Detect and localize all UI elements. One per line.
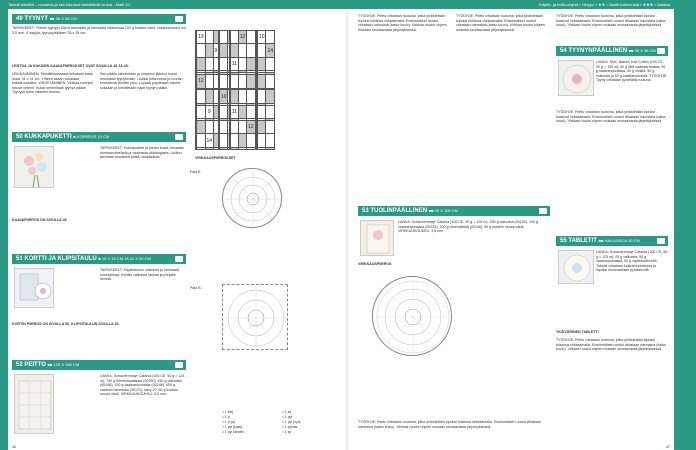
- pattern-note-49: LENTOA JA KUKKIEN KAAVAPIIRROKSET OVAT SIVUILLA 48 JA 49.: [12, 64, 129, 68]
- grid-cell: [197, 121, 205, 134]
- blanket-image: [14, 374, 54, 434]
- grid-cell: [266, 75, 275, 88]
- camera-icon: [175, 362, 183, 368]
- section-49-body: TARVIKKEET: Yhteen tyynyyn 65cm harmaata ja harmaata villalankaa 100 g kutakin väriä, virkkuukoukku nro 3,5 mm, 4 nappia, tyynynpäällinen 35 x 35 cm.: [12, 26, 186, 35]
- section-55-instructions: TYÖOHJE: Peitto virkataan ruutuina, jotka yhdistetään lopuksi toisiinsa virkkaamalla. Ensimmäiset ruudut virkataan harmaina (katso kuvio). Virkkaa ruudut ohjeen mukaan seuraavassa järjestyksessä.: [556, 338, 667, 352]
- legend-item: = 1 pyl (kaks): [222, 425, 243, 429]
- grid-cell: [258, 147, 266, 149]
- grid-cell: [247, 75, 255, 88]
- grid-cell: [197, 57, 205, 70]
- grid-cell: [230, 75, 238, 88]
- grid-cell: 12: [238, 31, 246, 44]
- grid-row: [196, 134, 275, 147]
- section-51-header: [12, 254, 186, 264]
- left-side-tab: [0, 9, 8, 450]
- page-gutter: [346, 9, 350, 450]
- right-side-tab: [674, 9, 696, 450]
- grid-cell: [266, 147, 275, 149]
- grid-cell: [266, 57, 275, 70]
- camera-icon: [539, 208, 547, 214]
- grid-row: [196, 147, 275, 149]
- virkkauspiirros-label: VIRKKAUSPIIRROS: [358, 262, 392, 266]
- legend-item: = 1 ks: [282, 410, 292, 414]
- section-53-number: 53: [362, 208, 369, 214]
- grid-row: [196, 75, 275, 88]
- right-col-2-instructions: TYÖOHJE: Peitto virkataan ruutuina, jotka yhdistetään lopuksi toisiinsa virkkaamalla. Ensimmäiset ruudut virkataan harmaina (katso kuvio). Virkkaa ruudut ohjeen mukaan seuraavassa järjestyksessä.: [456, 14, 545, 32]
- top-bar: [0, 0, 696, 9]
- section-51-number: 51: [16, 256, 23, 262]
- grid-row: [196, 44, 275, 57]
- grid-cell: [205, 90, 213, 103]
- section-55-pattern-title: YKSIVÄRINEN TABLETTI: [556, 330, 599, 334]
- grid-cell: [258, 75, 266, 88]
- section-53-title: TUOLINPÄÄLLINEN: [370, 208, 428, 214]
- grid-cell: 9: [205, 105, 213, 118]
- section-49-header: [12, 14, 186, 24]
- camera-icon: [657, 238, 665, 244]
- grid-cell: [238, 75, 246, 88]
- grid-cell: [205, 147, 213, 149]
- grid-cell: [258, 57, 266, 70]
- grid-cell: [238, 134, 246, 147]
- grid-cell: [258, 134, 266, 147]
- section-51-size: ■ 15 X 15 CM JA 21 X 30 CM: [98, 256, 151, 261]
- grid-cell: [220, 75, 228, 88]
- grid-cell: [205, 31, 213, 44]
- section-52-size: ■■ 125 X 165 CM: [47, 362, 80, 367]
- camera-icon: [175, 256, 183, 262]
- legend-item: = 1 pyl: [282, 415, 293, 419]
- section-50-title: KUKKAPUKETTI: [24, 134, 72, 140]
- legend-item: = 1 p pyl: [222, 420, 235, 424]
- section-53-header: [358, 206, 550, 216]
- legend-item: = 1 pyl kahden: [222, 430, 245, 434]
- grid-cell: [238, 121, 246, 134]
- grid-cell: [238, 90, 246, 103]
- grid-cell: [238, 57, 246, 70]
- section-55-body: LANKA: Schachenmayr Catania (100 CE, 50 g = 125 m): 25 g valkoista, 50 g vaaleanpunaista, 50 g vaaleanvihreää. Tabletit virkataan kukkaruudukkona ja lopuksi reunustetaan pylväsrivillä.: [596, 250, 668, 273]
- section-50-size: ■ KORKEUS 24 CM: [73, 134, 110, 139]
- legend-item: = 1 p: [222, 415, 230, 419]
- crochet-chart-circle-a: [222, 168, 282, 228]
- section-54-instructions: TYÖOHJE: Peitto virkataan ruutuina, jotka yhdistetään lopuksi toisiinsa virkkaamalla. Ensimmäiset ruudut virkataan harmaina (katso kuvio). Virkkaa ruudut ohjeen mukaan seuraavassa järjestyksessä.: [556, 110, 667, 124]
- grid-cell: 12: [247, 121, 255, 134]
- card-clipboard-image: [14, 268, 54, 308]
- grid-cell: [197, 105, 205, 118]
- grid-cell: [197, 134, 205, 147]
- section-55-size: ■■ HALKAISIJA 35 CM: [598, 238, 640, 243]
- virkkauspiirrokset-label: VIRKKAUSPIIRROKSET: [195, 156, 236, 160]
- grid-cell: [247, 147, 255, 149]
- grid-cell: [220, 147, 228, 149]
- grid-cell: [197, 90, 205, 103]
- grid-cell: [238, 44, 246, 57]
- section-54-size: ■■ 38 X 38 CM: [628, 48, 656, 53]
- section-52-header: [12, 360, 186, 370]
- grid-cell: [238, 147, 246, 149]
- grid-cell: 11: [230, 57, 238, 70]
- section-50-note: KAAVAPIIRROS ON SIVULLA 46: [12, 218, 67, 222]
- grid-row: [196, 105, 275, 118]
- grid-cell: [220, 57, 228, 70]
- cushion-image: [558, 60, 594, 96]
- grid-cell: [205, 57, 213, 70]
- grid-cell: [238, 105, 246, 118]
- grid-row: [196, 31, 275, 44]
- right-col-3-instructions: TYÖOHJE: Peitto virkataan ruutuina, jotka yhdistetään lopuksi toisiinsa virkkaamalla. Ensimmäiset ruudut virkataan harmaina (katso kuvio). Virkkaa ruudut ohjeen mukaan seuraavassa järjestyksessä.: [556, 14, 667, 28]
- section-49-title: TYYNYT: [24, 16, 49, 22]
- grid-cell: [258, 90, 266, 103]
- grid-cell: [247, 134, 255, 147]
- legend-item: = 1 sp: [282, 430, 292, 434]
- crochet-chart-circle-53: [372, 276, 452, 356]
- stitch-legend: [222, 410, 342, 440]
- placemat-image: [558, 250, 594, 284]
- grid-cell: [266, 31, 275, 44]
- grid-cell: [230, 121, 238, 134]
- grid-cell: [247, 90, 255, 103]
- section-51-note: KORTIN PIIRROS ON SIVULLA 56, KLIPSITAULUN SIVULLA 53.: [12, 322, 120, 326]
- section-49-left-body: LEIKKAAMINEN: Tekstiilikankaasta leikataan kaksi osaa, 41 x 41 cm. Yhteen osaan virkataan kukkaruudukko. YHDISTÄMINEN: Virkkaa ruutujen reunat yhteen. Kukat ommellaan tyynyn päälle. Tyynyyn tulee villainen reunus.: [12, 72, 94, 95]
- grid-cell: [220, 31, 228, 44]
- right-page-number: 47: [666, 445, 670, 449]
- grid-table: [195, 30, 275, 150]
- grid-cell: [230, 134, 238, 147]
- grid-cell: [247, 57, 255, 70]
- grid-cell: [205, 44, 213, 57]
- section-51-body: TARVIKKEET: Klipsitauluun valkoista ja harmaata kuviolankaa. Korttiin valkoista lankaa ja pohjalle helmiä.: [100, 268, 179, 282]
- section-52-title: PEITTO: [24, 362, 46, 368]
- grid-cell: [197, 147, 205, 149]
- grid-cell: [247, 31, 255, 44]
- grid-cell: 12: [197, 75, 205, 88]
- grid-cell: [220, 134, 228, 147]
- grid-cell: [230, 44, 238, 57]
- blanket-grid-diagram: [195, 30, 275, 150]
- section-50-number: 50: [16, 134, 23, 140]
- section-49-right-body: Sen päälle kiinnitetään ja ompelun jälkeen kukat neulotaan tyynyliinalle. Lisäksi pitsireunus ja reunan koristeena virkattu piko. Lopuksi pujotetaan nauha kukkaan ja kiinnitetään napit tyynyn päälle.: [100, 72, 183, 90]
- grid-cell: [230, 147, 238, 149]
- grid-cell: [230, 90, 238, 103]
- top-bar-right-text: Käyttö- ja hoito-ohjeet • Helppo • ★★ • Vaatii kokemusta • ★★★ • Vaativa: [539, 2, 670, 7]
- section-49-size: ■■ 38 X 38 CM: [49, 16, 77, 21]
- grid-cell: [205, 75, 213, 88]
- grid-cell: [247, 44, 255, 57]
- grid-cell: [205, 121, 213, 134]
- grid-cell: [220, 44, 228, 57]
- grid-cell: [258, 44, 266, 57]
- section-54-number: 54: [560, 48, 567, 54]
- legend-item: = 1 pylväs: [282, 425, 298, 429]
- legend-item: = 1 pyl (nyk): [282, 420, 301, 424]
- top-bar-left-text: Taidolt tekstiilit – nouseva ja sen lukuisat viehättävät lankat - Malli 1/2: [8, 2, 131, 7]
- section-55-title: TABLETIT: [568, 238, 597, 244]
- grid-cell: [266, 134, 275, 147]
- section-49-number: 49: [16, 16, 23, 22]
- grid-cell: [258, 121, 266, 134]
- grid-cell: [266, 105, 275, 118]
- grid-cell: 10: [220, 90, 228, 103]
- grid-row: [196, 121, 275, 134]
- section-50-body: TARVIKKEET: Kukkapuketti ja pienet kukat virkataan tummanvihreästä ja vaaleasta villalangasta. Lisäksi tarvitaan muutama pätkä rautalankaa.: [100, 146, 184, 160]
- chair-cover-image: [360, 220, 394, 256]
- grid-cell: [258, 105, 266, 118]
- section-55-header: [556, 236, 668, 246]
- grid-cell: [220, 105, 228, 118]
- left-page-number: 46: [12, 445, 16, 449]
- right-col-1-instructions: TYÖOHJE: Peitto virkataan ruutuina, jotka yhdistetään lopuksi toisiinsa virkkaamalla. Ensimmäiset ruudut virkataan harmaina (katso kuvio). Virkkaa ruudut ohjeen mukaan seuraavassa järjestyksessä.: [358, 14, 447, 32]
- grid-cell: [266, 90, 275, 103]
- grid-row: [196, 90, 275, 103]
- grid-cell: 14: [266, 44, 275, 57]
- section-53-instructions: TYÖOHJE: Peitto virkataan ruutuina, jotka yhdistetään lopuksi toisiinsa virkkaamalla. Ensimmäiset ruudut virkataan harmaina (katso kuvio). Virkkaa ruudut ohjeen mukaan seuraavassa järjestyksessä.: [358, 420, 542, 429]
- grid-cell: [247, 105, 255, 118]
- section-53-body: LANKA: Schachenmayr Catania (100 CE, 50 g = 125 m): 250 g valkoista (00105), 100 g vaaleanpunaista (00225), 100 g lohenväristä (00246), 50 g kutakin muuta väriä. VIRKKUUKOUKKU: 3,5 mm.: [398, 220, 538, 234]
- grid-row: [196, 57, 275, 70]
- flower-bouquet-image: [14, 146, 54, 188]
- section-50-header: [12, 132, 186, 142]
- pala-b-label: Pala B: [190, 286, 201, 290]
- camera-icon: [175, 16, 183, 22]
- grid-cell: 9: [213, 44, 218, 57]
- grid-cell: [197, 44, 205, 57]
- grid-cell: 13: [197, 31, 205, 44]
- section-51-title: KORTTI JA KLIPSITAULU: [24, 256, 97, 262]
- section-54-title: TYYNYNPÄÄLLINEN: [568, 48, 628, 54]
- pala-a-label: Pala A: [190, 170, 201, 174]
- grid-cell: [266, 121, 275, 134]
- crochet-chart-square-b: [222, 284, 288, 350]
- section-52-body: LANKA: Schachenmayr Catania (100 CE, 50 g = 125 m): 750 g lehtirnimaalaista (00390), 150 g valkoista (00106), 150 g vaaleanpunaista (00246), 450 g vaalean harmaata (00172), sävy 10, 50 g kutakin muuta väriä. VIRKKUUKOUKKU: 3,5 mm.: [100, 374, 185, 397]
- grid-cell: 10: [258, 31, 266, 44]
- section-53-size: ■■ 45 X 105 CM: [428, 208, 458, 213]
- grid-cell: 11: [230, 105, 238, 118]
- section-54-header: [556, 46, 668, 56]
- section-54-body: LANKA: SMC Natura Just Cotton (100 CE, 50 g = 155 m): 50 g tätä vaaleaa lankaa, 50 g vaaleanpunaista, 50 g sinistä, 50 g valkoista ja 50 g vaaleanvihreää. TYÖOHJE: Tyyny virkataan pyöreäksi ruutuna.: [596, 60, 668, 83]
- legend-item: = 1 ketj: [222, 410, 234, 414]
- section-52-number: 52: [16, 362, 23, 368]
- camera-icon: [175, 134, 183, 140]
- camera-icon: [657, 48, 665, 54]
- grid-cell: 14: [205, 134, 213, 147]
- grid-cell: [230, 31, 238, 44]
- grid-cell: [220, 121, 228, 134]
- section-55-number: 55: [560, 238, 567, 244]
